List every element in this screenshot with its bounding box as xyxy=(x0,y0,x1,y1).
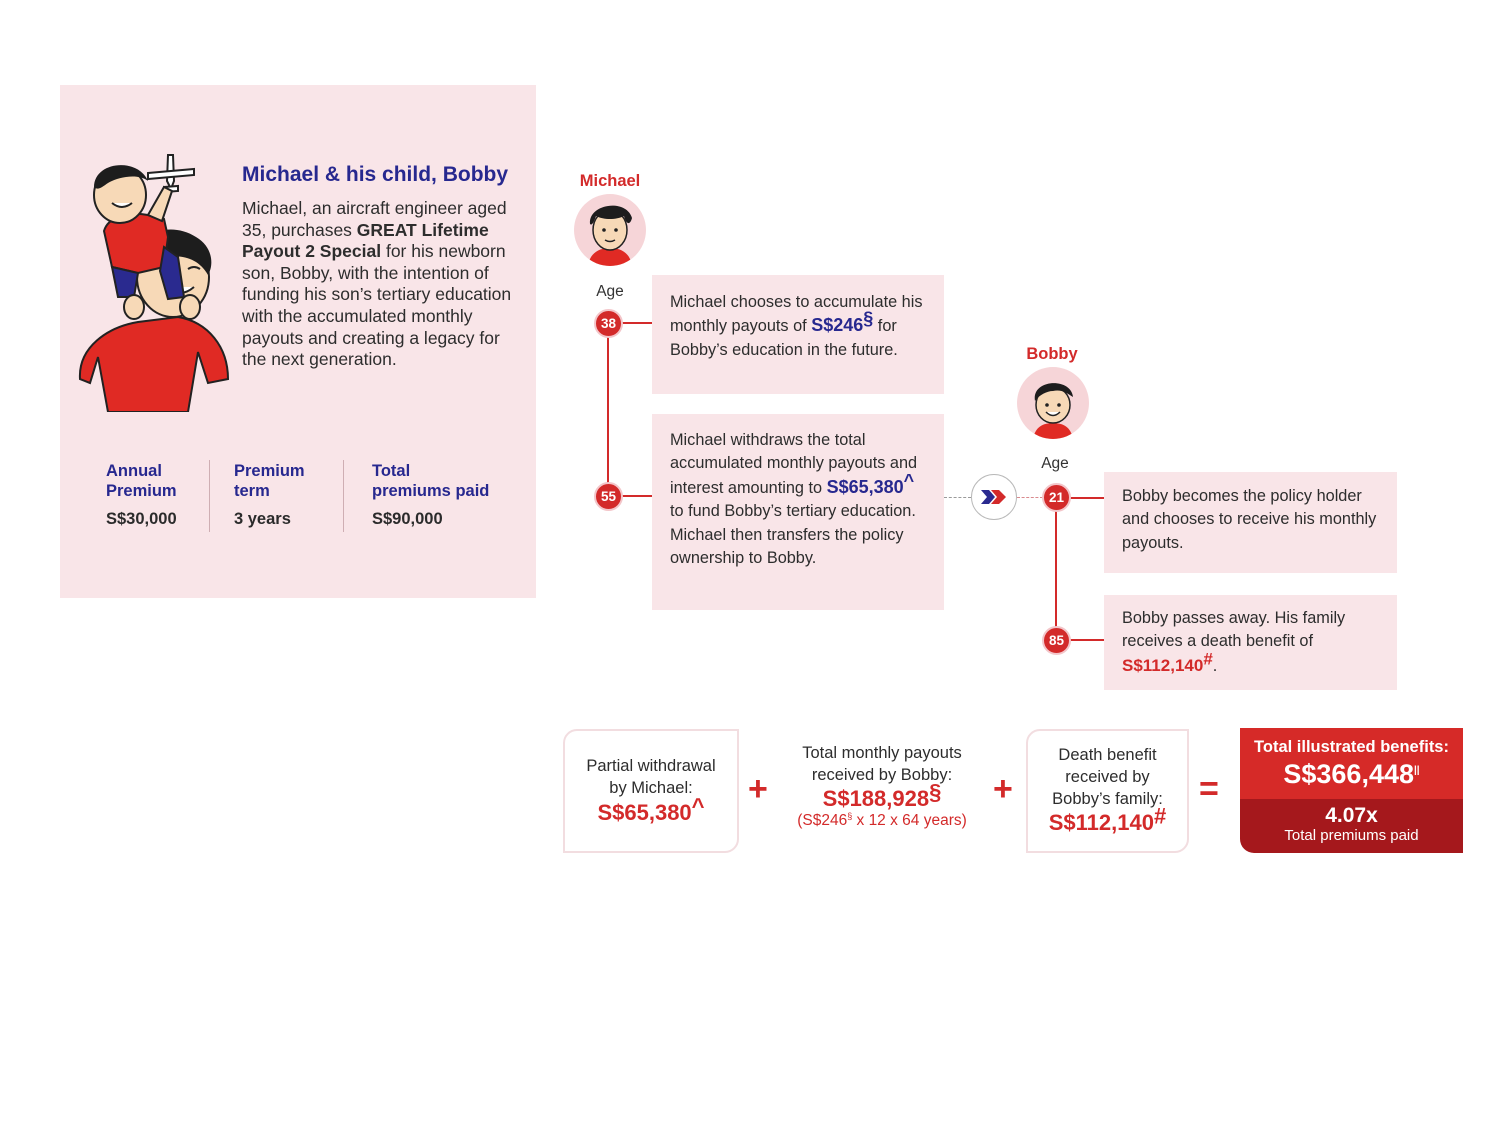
stat-premium-term: Premium term 3 years xyxy=(234,462,305,528)
age-marker-38: 38 xyxy=(594,309,623,338)
toy-airplane-icon xyxy=(148,155,194,192)
total-benefits-amount: S$366,448|| xyxy=(1283,759,1420,789)
bobby-avatar xyxy=(1017,367,1089,439)
age-marker-55: 55 xyxy=(594,482,623,511)
michael-avatar xyxy=(574,194,646,266)
summary-death-benefit: Death benefit received by Bobby’s family: S$112,140# xyxy=(1026,729,1189,853)
father-child-illustration xyxy=(68,147,233,412)
equals-sign: = xyxy=(1199,770,1219,808)
stat-divider xyxy=(209,460,210,532)
total-benefits-label: Total illustrated benefits: xyxy=(1254,738,1449,756)
stat-divider xyxy=(343,460,344,532)
bobby-name: Bobby xyxy=(1026,345,1078,363)
stat-annual-premium: Annual Premium S$30,000 xyxy=(106,462,177,528)
michael-timeline-line xyxy=(607,323,609,496)
profile-description: Michael, an aircraft engineer aged 35, purchases GREAT Lifetime Payout 2 Special for his newborn son, Bobby, with the intention of funding his son’s tertiary education with the accumulated monthly payouts and creating a legacy for the next generation. xyxy=(242,198,512,370)
bobby-timeline-line xyxy=(1055,497,1057,640)
transfer-dashed-line xyxy=(1017,497,1043,498)
plus-sign: + xyxy=(748,770,768,808)
transfer-arrows-icon xyxy=(971,474,1017,520)
premium-multiple-label: Total premiums paid xyxy=(1284,827,1419,844)
profile-card xyxy=(60,85,536,598)
transfer-dashed-line xyxy=(944,497,971,498)
total-benefits-box xyxy=(1240,728,1463,853)
bobby-event-policyholder: Bobby becomes the policy holder and chooses to receive his monthly payouts. xyxy=(1104,472,1397,573)
summary-monthly-payouts: Total monthly payouts received by Bobby: S$188,928§ (S$246§ x 12 x 64 years) xyxy=(797,744,967,829)
michael-event-accumulate: Michael chooses to accumulate his monthly payouts of S$246§ for Bobby’s education in the future. xyxy=(652,275,944,394)
profile-title: Michael & his child, Bobby xyxy=(242,163,509,186)
michael-event-withdraw: Michael withdraws the total accumulated monthly payouts and interest amounting to S$65,380^ to fund Bobby’s tertiary education. Michael then transfers the policy ownership to Bobby. xyxy=(652,414,944,610)
summary-partial-withdrawal: Partial withdrawal by Michael: S$65,380^ xyxy=(563,729,739,853)
bobby-event-death-benefit: Bobby passes away. His family receives a death benefit of S$112,140#. xyxy=(1104,595,1397,690)
age-marker-21: 21 xyxy=(1042,483,1071,512)
plus-sign: + xyxy=(993,770,1013,808)
michael-name: Michael xyxy=(579,172,641,190)
age-marker-85: 85 xyxy=(1042,626,1071,655)
michael-age-label: Age xyxy=(596,283,624,300)
stat-total-premiums: Total premiums paid S$90,000 xyxy=(372,462,490,528)
premium-multiple: 4.07x xyxy=(1325,804,1378,827)
bobby-age-label: Age xyxy=(1041,455,1069,472)
